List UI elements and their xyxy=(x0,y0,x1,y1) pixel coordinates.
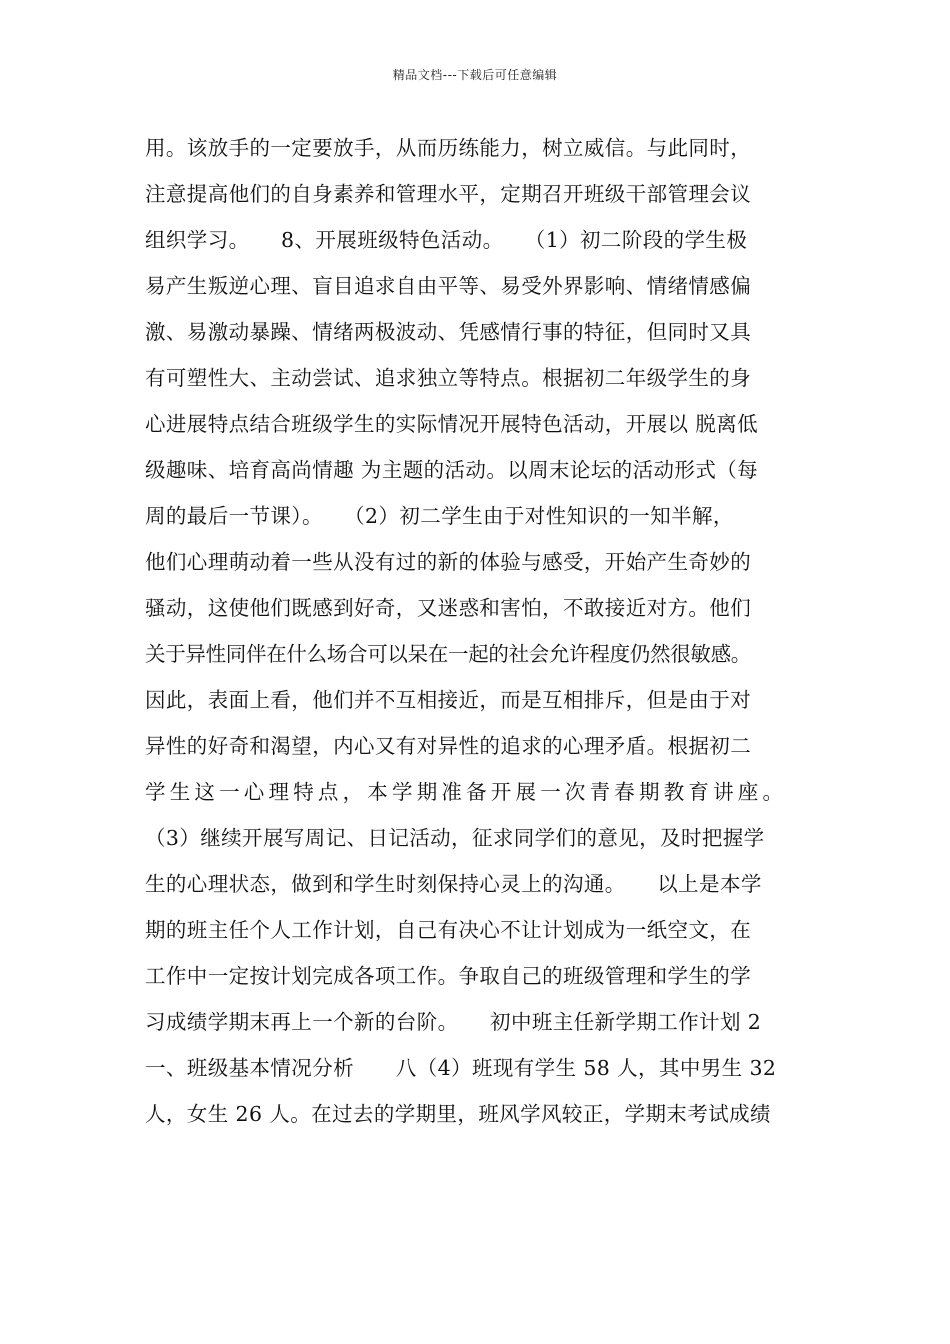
text-line: 骚动，这使他们既感到好奇，又迷惑和害怕，不敢接近对方。他们 xyxy=(145,596,752,620)
text-line: 期的班主任个人工作计划，自己有决心不让计划成为一纸空文，在 xyxy=(145,918,752,942)
text-line: 级趣味、培育高尚情趣 为主题的活动。以周末论坛的活动形式（每 xyxy=(145,458,759,482)
text-line: 关于异性同伴在什么场合可以呆在一起的社会允许程度仍然很敏感。 xyxy=(145,642,751,666)
page-header: 精品文档---下载后可任意编辑 xyxy=(392,68,558,82)
text-line: 激、易激动暴躁、情绪两极波动、凭感情行事的特征，但同时又具 xyxy=(145,320,752,344)
body-text xyxy=(145,132,825,1144)
text-line: 用。该放手的一定要放手，从而历练能力，树立威信。与此同时， xyxy=(145,136,752,160)
text-line: 组织学习。 8、开展班级特色活动。 （1）初二阶段的学生极 xyxy=(145,228,748,252)
text-line: 注意提高他们的自身素养和管理水平，定期召开班级干部管理会议 xyxy=(145,182,752,206)
text-line: 工作中一定按计划完成各项工作。争取自己的班级管理和学生的学 xyxy=(145,964,752,988)
text-line: 习成绩学期末再上一个新的台阶。 初中班主任新学期工作计划 2 xyxy=(145,1010,762,1034)
text-line: 有可塑性大、主动尝试、追求独立等特点。根据初二年级学生的身 xyxy=(145,366,752,390)
text-line: 异性的好奇和渴望，内心又有对异性的追求的心理矛盾。根据初二 xyxy=(145,734,752,758)
text-line: 心进展特点结合班级学生的实际情况开展特色活动，开展以 脱离低 xyxy=(145,412,759,436)
text-line: 周的最后一节课）。 （2）初二学生由于对性知识的一知半解， xyxy=(145,504,734,528)
text-line: 生的心理状态，做到和学生时刻保持心灵上的沟通。 以上是本学 xyxy=(145,872,762,896)
text-line: 因此，表面上看，他们并不互相接近，而是互相排斥，但是由于对 xyxy=(145,688,752,712)
text-line: 易产生叛逆心理、盲目追求自由平等、易受外界影响、情绪情感偏 xyxy=(145,274,752,298)
text-line: 学生这一心理特点，本学期准备开展一次青春期教育讲座。 xyxy=(145,780,788,804)
text-line: 他们心理萌动着一些从没有过的新的体验与感受，开始产生奇妙的 xyxy=(145,550,752,574)
text-line: 一、班级基本情况分析 八（4）班现有学生 58 人，其中男生 32 xyxy=(145,1056,777,1080)
text-line: （3）继续开展写周记、日记活动，征求同学们的意见，及时把握学 xyxy=(145,826,765,850)
text-line: 人，女生 26 人。在过去的学期里，班风学风较正，学期末考试成绩 xyxy=(145,1102,771,1126)
